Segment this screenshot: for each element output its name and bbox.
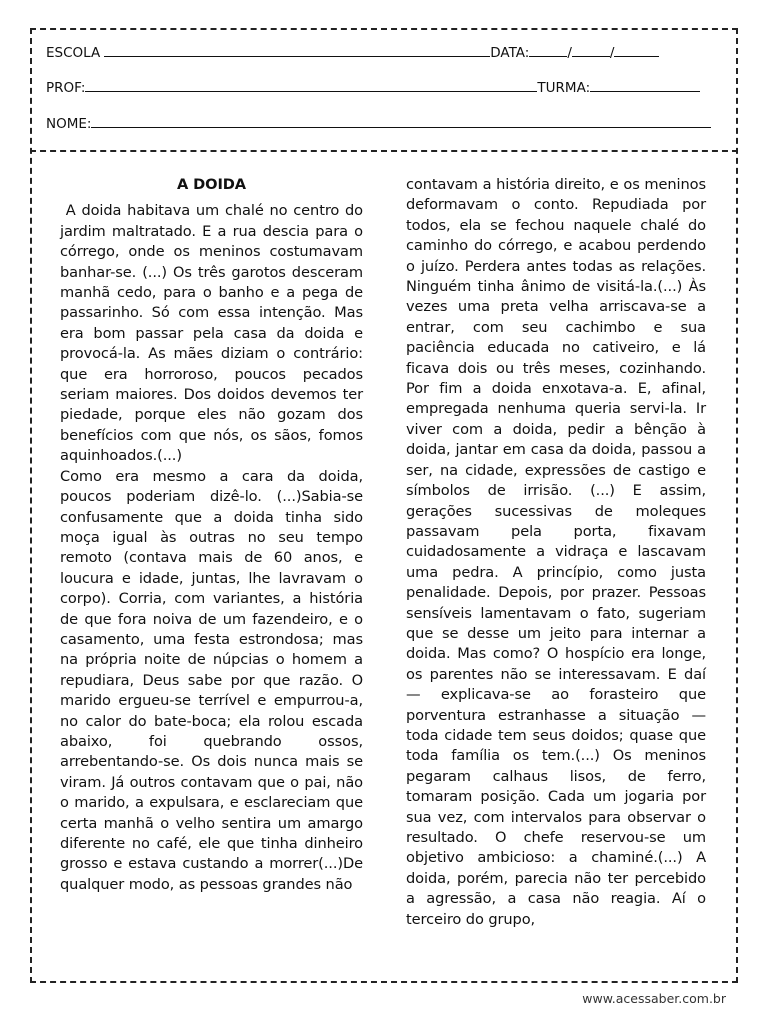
- date-slash-2: /: [609, 45, 615, 61]
- prof-label: PROF:: [46, 80, 86, 96]
- turma-label: TURMA:: [537, 80, 591, 96]
- prof-field[interactable]: [85, 90, 537, 92]
- escola-label: ESCOLA: [46, 45, 101, 61]
- data-month-field[interactable]: [572, 55, 610, 57]
- left-column: [60, 175, 363, 895]
- data-label: DATA:: [490, 45, 530, 61]
- data-year-field[interactable]: [614, 55, 659, 57]
- nome-label: NOME:: [46, 116, 92, 132]
- nome-row: [46, 116, 711, 132]
- article-title: A DOIDA: [176, 176, 247, 193]
- turma-field[interactable]: [590, 90, 700, 92]
- escola-field[interactable]: [104, 55, 490, 57]
- paragraph: contavam a história direito, e os meninos deformavam o conto. Repudiada por todos, ela se fechou naquele chalé do caminho do córrego, e acabou perdendo o juízo. Perdera antes todas as relações. Ninguém tinha ânimo de visitá-la.(...) Às vezes uma preta velha arriscava-se a entrar, com seu cachimbo e sua paciência educada no cativeiro, e lá ficava dois ou três meses, cozinhando. Por fim a doida enxotava-a. E, afinal, empregada nenhuma queria servi-la. Ir viver com a doida, pedir a bênção à doida, jantar em casa da doida, passou a ser, na cidade, expressões de castigo e símbolos de irrisão. (...) E assim, gerações sucessivas de moleques passavam pela porta, fixavam cuidadosamente a vidraça e lascavam uma pedra. A princípio, como justa penalidade. Depois, por prazer. Pessoas sensíveis lamentavam o fato, sugeriam que se desse um jeito para internar a doida. Mas como? O hospício era longe, os parentes não se interessavam. E daí — explicava-se ao forasteiro que porventura estranhasse a situação — toda cidade tem seus doidos; quase que toda família os tem.(...) Os meninos pegaram calhaus lisos, de ferro, tomaram posição. Cada um jogaria por sua vez, com intervalos para observar o resultado. O chefe reservou-se um objetivo ambicioso: a chaminé.(...) A doida, porém, parecia não ter percebido a agressão, a casa não reagia. Aí o terceiro do grupo,: [406, 176, 706, 928]
- nome-field[interactable]: [91, 126, 711, 128]
- data-day-field[interactable]: [529, 55, 567, 57]
- escola-row: [46, 45, 659, 61]
- right-column: [406, 175, 706, 930]
- header-separator: [30, 150, 738, 152]
- date-slash-1: /: [567, 45, 572, 61]
- site-footer: www.acessaber.com.br: [582, 991, 726, 1006]
- paragraph: Como era mesmo a cara da doida, poucos poderiam dizê-lo. (...)Sabia-se confusamente que a doida tinha sido moça igual às outras no seu tempo remoto (contava mais de 60 anos, e loucura e idade, juntas, lhe lavravam o corpo). Corria, com variantes, a história de que fora noiva de um fazendeiro, e o casamento, uma festa estrondosa; mas na própria noite de núpcias o homem a repudiara, Deus sabe por que razão. O marido ergueu-se terrível e empurrou-a, no calor do bate-boca; ela rolou escada abaixo, foi quebrando ossos, arrebentando-se. Os dois nunca mais se viram. Já outros contavam que o pai, não o marido, a expulsara, e esclareciam que certa manhã o velho sentira um amargo diferente no café, ele que tinha dinheiro grosso e estava custando a morrer(...)De qualquer modo, as pessoas grandes não: [60, 467, 363, 893]
- prof-row: [46, 80, 700, 96]
- paragraph: A doida habitava um chalé no centro do jardim maltratado. E a rua descia para o córrego, onde os meninos costumavam banhar-se. (...) Os três garotos desceram manhã cedo, para o banho e a pega de passarinho. Só com essa intenção. Mas era bom passar pela casa da doida e provocá-la. As mães diziam o contrário: que era horroroso, poucos pecados seriam maiores. Dos doidos devemos ter piedade, porque eles não gozam dos benefícios com que nós, os sãos, fomos aquinhoados.(...): [60, 202, 363, 465]
